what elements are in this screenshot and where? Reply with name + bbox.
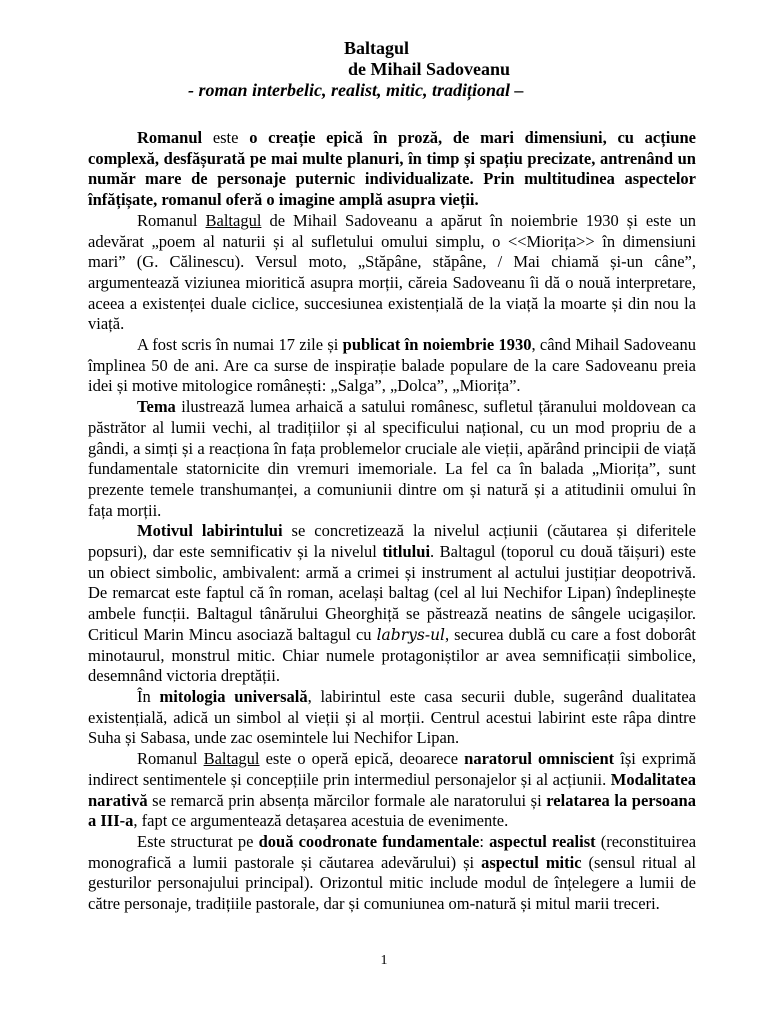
paragraph-theme: [88, 397, 696, 521]
text-run: de Mihail Sadoveanu a apărut în noiembrie 1930 și este un adevărat „poem al naturii și al sufletului omului simplu, o <<Miorița>> în dimensiuni mari” (G. Călinescu). Versul moto, „Stăpâne, stăpâne, / Mai chiamă și-un câne”, argumentează viziunea mioritică asupra morții, căreia Sadoveanu îi dă o nouă interpretare, aceea a existenței duale ciclice, succesiunea existențială de la viață la moarte și din nou la viață.: [88, 210, 696, 334]
text-run: Romanul: [137, 128, 203, 147]
emphasis-text: Modalitatea narativă: [88, 769, 696, 810]
emphasis-text: publicat în noiembrie 1930: [342, 335, 532, 355]
paragraph-structure: [88, 832, 696, 915]
emphasis-text: mitologia universală: [159, 686, 308, 706]
emphasis-text: aspectul realist: [489, 831, 596, 851]
paragraph-narrator: [88, 749, 696, 832]
text-run: A fost scris în numai 17 zile și: [137, 335, 343, 355]
paragraph-publication: [88, 211, 696, 335]
text-run: Romanul: [137, 210, 206, 230]
emphasis-text: naratorul omniscient: [464, 749, 615, 769]
text-run: este: [202, 128, 250, 147]
emphasis-text: relatarea la persoana a III-a: [88, 790, 696, 831]
text-run: (reconstituirea monografică a lumii pastorale și căutarea adevărului) și: [88, 831, 697, 872]
text-run: se concretizează la nivelul acțiunii (căutarea și diferitele popsuri), dar este semnificativ și la nivelul: [88, 521, 696, 562]
text-run: își exprimă indirect sentimentele și concepțiile prin intermediul personajelor și al acțiunii.: [88, 749, 696, 789]
text-run: În: [137, 686, 160, 706]
text-run: se remarcă prin absența mărcilor formale ale naratorului și: [147, 790, 547, 810]
emphasis-text: aspectul mitic: [481, 852, 582, 872]
text-run: Romanul: [137, 749, 204, 769]
emphasis-text: Motivul labirintului: [137, 521, 283, 541]
document-title: Baltagul: [344, 38, 410, 58]
text-run: , securea dublă cu care a fost doborât minotaurul, monstrul mitic. Chiar numele protagoniștilor ar avea semnificații simbolice, desemnând victoria dreptății.: [88, 624, 696, 686]
text-run: ilustrează lumea arhaică a satului românesc, sufletul țăranului moldovean ca păstrător al lumii vechi, al tradițiilor și al specificului național, cu un mod propriu de a gândi, a simți și a reacționa în fața problemelor cruciale ale vieții, apărând principii de viață fundamentale statornicite din vremuri imemoriale. La fel ca în balada „Miorița”, sunt prezente temele transhumanței, a comuniunii dintre om și natură și a atitudinii omului în fața morții.: [88, 397, 696, 520]
document-subtitle: - roman interbelic, realist, mitic, tradițional –: [188, 80, 524, 100]
text-run: :: [479, 831, 490, 851]
page-number: 1: [380, 953, 388, 968]
document-author: de Mihail Sadoveanu: [348, 59, 511, 79]
emphasis-text: Tema: [137, 397, 176, 417]
emphasis-text: titlului: [382, 542, 431, 562]
italic-term: labrys-ul: [376, 625, 446, 644]
book-title-underlined: Baltagul: [203, 749, 260, 769]
text-run: este o operă epică, deoarece: [259, 749, 465, 769]
paragraph-written: [88, 335, 696, 397]
text-run: . Baltagul (toporul cu două tăișuri) este un obiect simbolic, ambivalent: armă a crimei și instrument al actului justițiar deopotrivă. De remarcat este faptul că în roman, același baltag (cel al lui Nechifor Lipan) îndeplinește ambele funcții. Baltagul tânărului Gheorghiță se păstrează neatins de sângele ucigașilor. Criticul Marin Mincu asociază baltagul cu: [88, 542, 696, 644]
book-title-underlined: Baltagul: [205, 210, 262, 230]
text-run: , labirintul este casa securii duble, sugerând dualitatea existențială, adică un simbol al vieții și al morții. Centrul acestui labirint este râpa dintre Suha și Sabasa, unde zac osemintele lui Nechifor Lipan.: [88, 686, 696, 748]
document-body: [88, 128, 696, 915]
text-run: Este structurat pe: [137, 831, 259, 851]
text-run: , când Mihail Sadoveanu împlinea 50 de ani. Are ca surse de inspirație balade populare de la care Sadoveanu preia idei și motive mitologice românești: „Salga”, „Dolca”, „Miorița”.: [88, 335, 697, 396]
emphasis-text: două coodronate fundamentale: [258, 831, 480, 851]
paragraph-mythology: [88, 687, 696, 749]
paragraph-labyrinth: [88, 521, 696, 687]
text-run: (sensul ritual al gesturilor personajului principal). Orizontul mitic include modul de înțelegere a lumii de către personaje, tradițiile pastorale, dar și comuniunea om-natură și mitul marii treceri.: [88, 852, 696, 914]
paragraph-definition: [88, 128, 696, 211]
text-run: , fapt ce argumentează detașarea acestuia de evenimente.: [133, 811, 509, 831]
text-run: o creație epică în proză, de mari dimensiuni, cu acțiune complexă, desfășurată pe mai multe planuri, în timp și spațiu precizate, antrenând un număr mare de personaje puternic individualizate. Prin multitudinea aspectelor înfățișate, romanul oferă o imagine amplă asupra vieții.: [88, 128, 697, 210]
